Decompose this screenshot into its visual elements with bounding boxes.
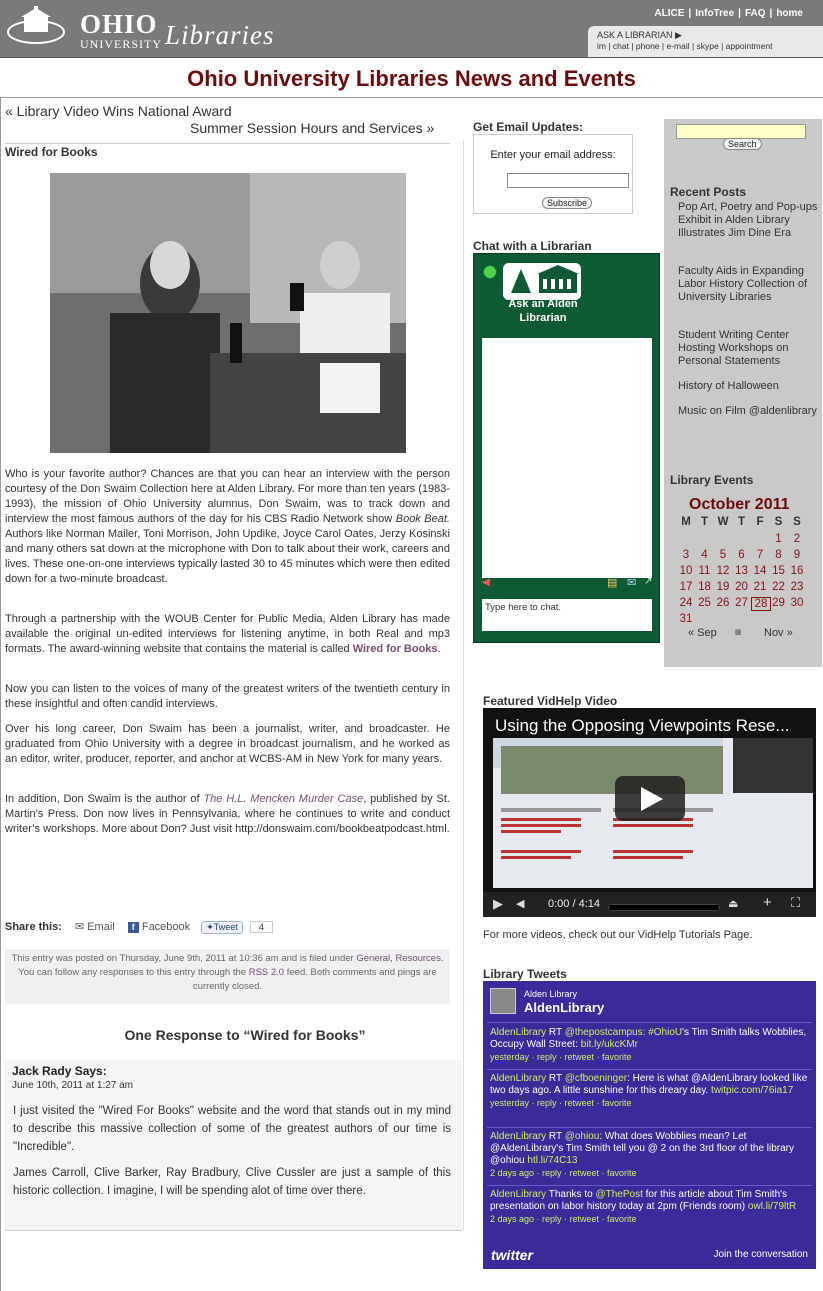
post-paragraph <box>5 467 450 587</box>
meta-text: This entry was posted on Thursday, June 9th, 2011 at 10:36 am and is filed under <box>11 953 357 964</box>
recent-post-link[interactable]: Student Writing Center Hosting Workshops on Personal Statements <box>678 329 790 367</box>
tweet-meta[interactable]: 2 days ago · reply · retweet · favorite <box>490 1168 637 1178</box>
calendar-day[interactable]: 15 <box>772 565 785 577</box>
play-icon[interactable] <box>615 776 685 821</box>
entry-meta <box>5 949 450 1004</box>
post-text: . <box>446 823 450 835</box>
share-icon[interactable]: ⏏ <box>728 898 739 910</box>
calendar-weekday: S <box>774 516 783 528</box>
calendar-day[interactable]: 22 <box>772 581 785 593</box>
tweet-user-link[interactable]: AldenLibrary <box>490 1189 547 1200</box>
rss-icon[interactable]: ◙ <box>735 627 742 638</box>
tweet-text: : Here is what @AldenLibrary looked like two days ago. A little sunshine for this dreary day. <box>490 1073 808 1096</box>
tweet-label: Tweet <box>213 922 238 932</box>
tweet-text: 's Tim Smith talks Wobblies, Occupy Wall Street: <box>490 1027 807 1050</box>
tweet-meta[interactable]: yesterday · reply · retweet · favorite <box>490 1098 632 1108</box>
calendar-day[interactable]: 27 <box>735 597 748 609</box>
popout-icon[interactable]: ↗ <box>644 576 653 587</box>
calendar-day[interactable]: 23 <box>790 581 804 593</box>
calendar-prev-link[interactable]: « Sep <box>688 627 717 639</box>
post-text: In addition, Don Swaim is the author of <box>5 793 204 805</box>
responses-title: One Response to “Wired for Books” <box>124 1027 366 1043</box>
calendar-next-link[interactable]: Nov » <box>764 627 793 639</box>
meta-text: feed. Both comments and pings are currently closed. <box>192 967 437 992</box>
calendar-day[interactable]: 30 <box>790 597 804 609</box>
calendar-day[interactable]: 21 <box>753 581 767 593</box>
recent-post-link[interactable]: Pop Art, Poetry and Pop-ups Exhibit in Alden Library Illustrates Jim Dine Era <box>678 201 818 239</box>
right-sidebar <box>664 119 822 667</box>
seek-bar[interactable] <box>608 904 720 911</box>
twitter-widget <box>483 981 816 1269</box>
nav-home-link[interactable]: home <box>776 8 803 19</box>
calendar-weekday: S <box>793 516 801 528</box>
nav-faq-link[interactable]: FAQ <box>744 8 766 19</box>
tweet <box>490 1073 812 1110</box>
calendar-day[interactable]: 9 <box>793 549 801 561</box>
video-title[interactable]: Using the Opposing Viewpoints Rese... <box>495 716 790 735</box>
email-label: Enter your email address: <box>490 149 616 161</box>
meta-text: , <box>390 953 396 964</box>
video-player[interactable] <box>483 708 816 917</box>
calendar-day[interactable]: 26 <box>716 597 730 609</box>
ask-a-librarian-links[interactable]: im | chat | phone | e-mail | skype | appointment <box>597 41 773 51</box>
calendar-weekday: W <box>717 516 729 528</box>
tweet <box>490 1131 812 1180</box>
tweet-meta[interactable]: 2 days ago · reply · retweet · favorite <box>490 1214 637 1224</box>
chat-widget <box>473 253 660 643</box>
tweet-mention-link[interactable]: @cfboeninger <box>564 1073 628 1084</box>
calendar-day[interactable]: 1 <box>775 533 782 545</box>
calendar-day[interactable]: 2 <box>793 533 801 545</box>
tweet-link[interactable]: twitpic.com/76ia17 <box>711 1085 794 1096</box>
post-title: Wired for Books <box>5 145 98 159</box>
tweet-meta[interactable]: yesterday · reply · retweet · favorite <box>490 1052 632 1062</box>
calendar-month: October 2011 <box>689 496 790 513</box>
prev-post-link[interactable]: « Library Video Wins National Award <box>5 103 232 119</box>
logo-university-text[interactable]: UNIVERSITY <box>80 37 162 51</box>
divider <box>463 140 464 1230</box>
tweet <box>490 1189 812 1226</box>
volume-icon[interactable]: ◀ <box>516 898 525 910</box>
logo-ohio-text[interactable]: OHIO <box>80 9 158 39</box>
post-photo <box>50 173 406 453</box>
nav-alice-link[interactable]: ALICE <box>654 8 685 19</box>
avatar[interactable] <box>490 988 516 1014</box>
tweet-link[interactable]: owl.li/79ltR <box>747 1201 797 1212</box>
online-status-icon <box>483 265 497 279</box>
tweet-user-link[interactable]: AldenLibrary <box>490 1073 547 1084</box>
university-seal-logo[interactable] <box>6 6 66 44</box>
divider <box>487 1185 812 1186</box>
calendar-day[interactable]: 31 <box>679 613 693 625</box>
calendar-day[interactable]: 3 <box>682 549 690 561</box>
search-button[interactable]: Search <box>723 138 762 150</box>
calendar-day[interactable]: 14 <box>753 565 767 577</box>
tweet-mention-link[interactable]: @thepostcampus: #OhioU <box>564 1027 683 1038</box>
post-paragraph: Over his long career, Don Swaim has been a journalist, writer, and broadcaster. He graduated from Ohio University with a degree in broadcast journalism, and he worked as an editor, writer, producer, reporter, and anchor at WCBS-AM in New York for many years. <box>5 723 450 765</box>
post-text: Through a partnership with the WOUB Center for Public Media, Alden Library has made available the original un-edited interviews for listening anytime, in both Real and mp3 formats. The award-winning website that contains the material is called <box>5 613 450 655</box>
tweet-mention-link[interactable]: @ThePost <box>595 1189 643 1200</box>
twitter-display-name: Alden Library <box>524 989 578 999</box>
facebook-icon: f <box>128 922 139 933</box>
tweets-heading: Library Tweets <box>483 967 567 981</box>
tweet-mention-link[interactable]: @ohiou <box>564 1131 600 1142</box>
calendar-day[interactable]: 18 <box>698 581 711 593</box>
divider <box>0 97 823 98</box>
divider <box>0 97 1 1291</box>
post-text-italic: Book Beat. <box>395 513 450 525</box>
tweet-count: 4 <box>250 921 273 933</box>
ask-a-librarian-panel <box>588 26 823 57</box>
mail-icon[interactable]: ✉ <box>627 577 637 589</box>
post-text: . <box>437 643 441 655</box>
twitter-handle[interactable]: AldenLibrary <box>524 1000 605 1015</box>
tweet-link[interactable]: bit.ly/ukcKMr <box>580 1039 639 1050</box>
subscribe-button[interactable]: Subscribe <box>542 197 592 209</box>
recent-post-link[interactable]: Music on Film @aldenlibrary <box>678 405 817 417</box>
nav-infotree-link[interactable]: InfoTree <box>695 8 735 19</box>
site-header <box>0 0 823 58</box>
post-paragraph: Now you can listen to the voices of many of the greatest writers of the twentieth century in these insightful and often candid interviews. <box>5 683 450 710</box>
tweet-link[interactable]: htl.li/74C13 <box>527 1155 578 1166</box>
calendar-day[interactable]: 13 <box>735 565 748 577</box>
meta-text: . You can follow any responses to this entry through the <box>18 953 444 978</box>
tweet-text: : What does Wobblies mean? Let @AldenLibrary's Tim Smith tell you @ 2 on the 3rd floor of the library @ohiou <box>490 1131 795 1166</box>
video-time: 0:00 / 4:14 <box>548 898 600 910</box>
sound-icon[interactable]: ◀ <box>482 577 490 588</box>
email-input[interactable] <box>507 173 629 188</box>
comment-text: James Carroll, Clive Barker, Ray Bradbury, Clive Cussler are just a sample of this historic collection. I imagine, I will be spending alot of time over there. <box>13 1167 451 1197</box>
ask-a-librarian-title[interactable]: ASK A LIBRARIAN ▶ <box>597 30 682 40</box>
share-bar <box>5 920 273 934</box>
category-general-link[interactable]: General <box>356 953 391 964</box>
share-email-button[interactable] <box>75 921 115 933</box>
chat-input[interactable] <box>482 599 652 631</box>
recent-posts-heading: Recent Posts <box>670 185 747 199</box>
mencken-book-link[interactable]: The H.L. Mencken Murder Case <box>203 793 364 805</box>
tweet-text: for this article about Tim Smith's presentation on labor history today at 2pm (Friends room) <box>490 1189 788 1212</box>
tweet-button[interactable] <box>201 921 243 934</box>
chat-input-placeholder: Type here to chat. <box>485 602 562 613</box>
next-post-link[interactable]: Summer Session Hours and Services » <box>190 120 435 136</box>
calendar-day[interactable]: 17 <box>679 581 693 593</box>
print-icon[interactable]: ▤ <box>607 577 618 589</box>
page-title: Ohio University Libraries News and Events <box>187 66 636 91</box>
library-events-heading: Library Events <box>670 473 754 487</box>
divider <box>5 143 450 144</box>
divider <box>487 1127 812 1128</box>
calendar-day[interactable]: 7 <box>756 549 764 561</box>
post-paragraph <box>5 612 450 657</box>
calendar-day[interactable]: 29 <box>772 597 785 609</box>
tweet-user-link[interactable]: AldenLibrary <box>490 1131 547 1142</box>
calendar-day[interactable]: 19 <box>716 581 730 593</box>
comment <box>5 1060 462 1231</box>
tweet-user-link[interactable]: AldenLibrary <box>490 1027 547 1038</box>
category-resources-link[interactable]: Resources <box>395 953 441 964</box>
wired-for-books-link[interactable]: Wired for Books <box>352 643 438 655</box>
tweet-text: RT <box>546 1073 565 1084</box>
donswaim-url-link[interactable]: http://donswaim.com/bookbeatpodcast.html <box>235 823 447 835</box>
calendar-day-today[interactable]: 28 <box>751 597 771 611</box>
comment-author: Jack Rady Says: <box>12 1064 107 1078</box>
email-icon: ✉ <box>74 921 85 933</box>
search-input[interactable] <box>676 124 806 139</box>
calendar-day[interactable]: 20 <box>735 581 748 593</box>
post-text: Authors like Norman Mailer, Toni Morrison, John Updike, Joyce Carol Oates, Jerzy Kosinski and many others sat down at the microphone with Don to talk about their work, careers and lives. These one-on-one interviews typically lasted 30 to 45 minutes which were then edited down for a two-minute broadcast. <box>5 528 450 585</box>
alden-library-logo <box>503 263 581 300</box>
tweet <box>490 1027 812 1064</box>
calendar-weekday: T <box>700 516 709 528</box>
post-text: , published by St. Martin’s Press. Don now lives in Pennsylvania, where he continues to write and conduct writer’s workshops. More about Don? Just visit <box>5 793 450 835</box>
calendar-day[interactable]: 10 <box>679 565 693 577</box>
calendar-day[interactable]: 4 <box>701 549 708 561</box>
calendar-day[interactable]: 24 <box>679 597 693 609</box>
share-facebook-label: Facebook <box>141 921 191 933</box>
calendar-weekday: M <box>681 516 691 528</box>
video-heading: Featured VidHelp Video <box>483 694 618 708</box>
rss-feed-link[interactable]: RSS 2.0 <box>248 967 285 978</box>
calendar-day[interactable]: 5 <box>719 549 727 561</box>
play-button-icon[interactable]: ▶ <box>493 896 503 911</box>
post-text: Who is your favorite author? Chances are that you can hear an interview with the person courtesy of the Don Swaim Collection here at Alden Library. For more than ten years (1983-1993), the mission of Ohio University alumnus, Don Swaim, was to track down and interview the most famous authors of the day for his CBS Radio Network show <box>5 468 450 525</box>
twitter-logo[interactable]: twitter <box>491 1247 533 1263</box>
recent-post-link[interactable]: Faculty Aids in Expanding Labor History Collection of University Libraries <box>678 265 808 303</box>
comment-date[interactable]: June 10th, 2011 at 1:27 am <box>12 1080 134 1091</box>
calendar-day[interactable]: 25 <box>698 597 711 609</box>
share-facebook-button[interactable] <box>128 921 190 933</box>
logo-libraries-text[interactable]: Libraries <box>165 20 275 50</box>
calendar-day[interactable]: 16 <box>790 565 804 577</box>
tweet-text: RT <box>546 1027 565 1038</box>
comment-text: I just visited the "Wired For Books" website and the word that stands out in my mind to describe this massive collection of some of the greatest authors of our time is "Incredible". <box>13 1105 451 1153</box>
tweet-text: RT <box>546 1131 565 1142</box>
tweet-text: Thanks to <box>546 1189 596 1200</box>
post-paragraph <box>5 792 450 837</box>
top-nav: ALICE | InfoTree | FAQ | home <box>654 8 803 19</box>
join-conversation-link[interactable]: Join the conversation <box>713 1249 808 1260</box>
calendar-weekday: T <box>737 516 746 528</box>
calendar-weekday: F <box>756 516 764 528</box>
email-updates-box <box>473 134 633 214</box>
calendar-day[interactable]: 12 <box>716 565 730 577</box>
share-email-label: Email <box>87 921 115 933</box>
divider <box>487 1069 812 1070</box>
divider <box>487 1022 812 1023</box>
vidhelp-more-text[interactable]: For more videos, check out our VidHelp Tutorials Page. <box>483 929 753 941</box>
chat-heading: Chat with a Librarian <box>473 239 592 253</box>
calendar-day[interactable]: 8 <box>775 549 782 561</box>
calendar-day[interactable]: 6 <box>738 549 745 561</box>
recent-post-link[interactable]: History of Halloween <box>678 380 779 392</box>
twitter-bird-icon: ✦ <box>206 922 214 932</box>
chat-transcript <box>482 338 652 578</box>
email-updates-heading: Get Email Updates: <box>473 120 584 134</box>
calendar-day[interactable]: 11 <box>698 565 711 577</box>
fullscreen-icon[interactable]: ⛶ <box>791 895 801 910</box>
share-label: Share this: <box>5 921 62 933</box>
expand-icon[interactable]: + <box>763 894 772 911</box>
chat-logo-text: Ask an Alden Librarian <box>508 298 578 324</box>
